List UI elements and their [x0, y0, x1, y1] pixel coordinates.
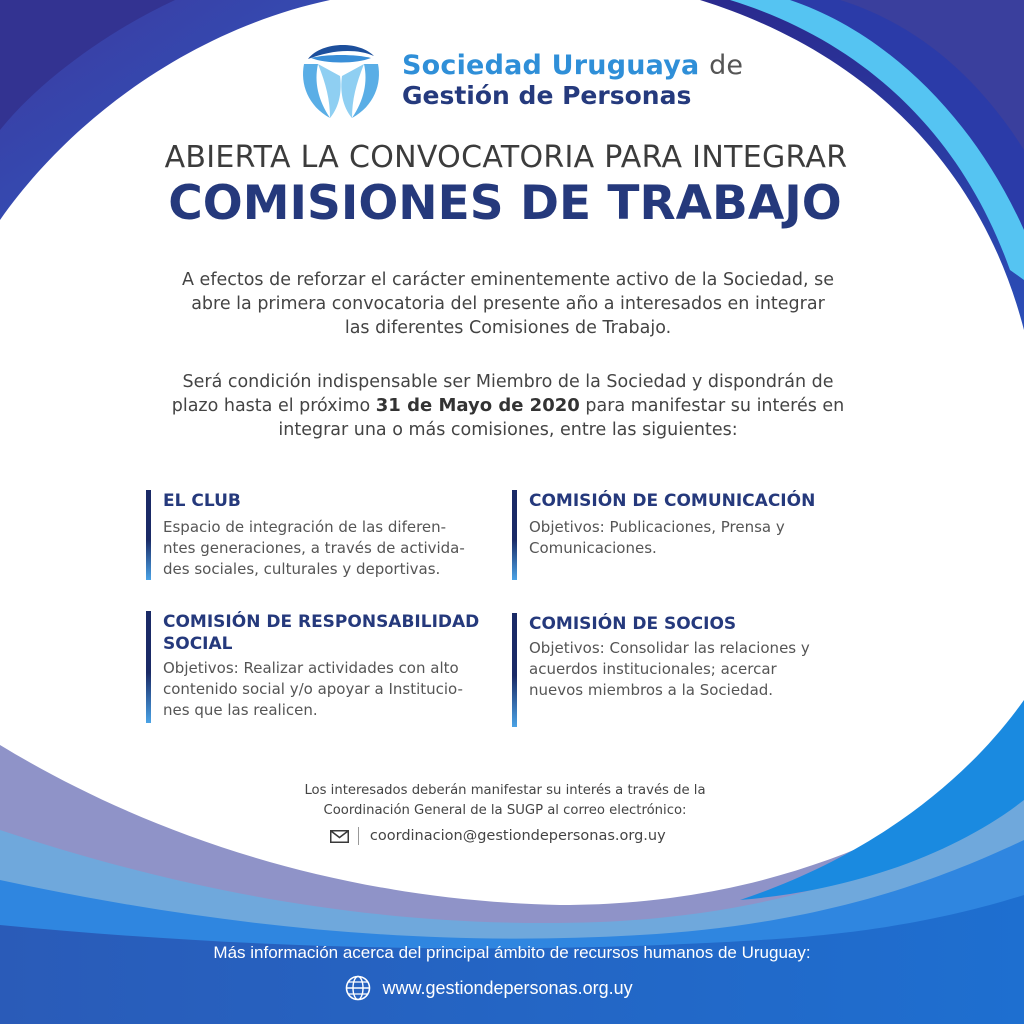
- deadline-date: 31 de Mayo de 2020: [375, 395, 580, 416]
- commission-comunicacion: COMISIÓN DE COMUNICACIÓN Objetivos: Publicaciones, Prensa y Comunicaciones.: [512, 490, 889, 580]
- condition-paragraph: Será condición indispensable ser Miembro de la Sociedad y dispondrán de plazo hasta el próximo 31 de Mayo de 2020 para manifestar su interés en integrar una o más comisiones, entre las siguientes:: [171, 372, 845, 440]
- sugp-logo-icon: [296, 34, 386, 124]
- divider: [358, 827, 359, 845]
- footer-info-text: Más información acerca del principal ámbito de recursos humanos de Uruguay:: [213, 943, 811, 962]
- website-link[interactable]: [345, 975, 633, 1003]
- brand-name-line2: Gestión de Personas: [402, 81, 692, 110]
- intro-paragraph: A efectos de reforzar el carácter eminentemente activo de la Sociedad, se abre la primera convocatoria del presente año a interesados en integrar las diferentes Comisiones de Trabajo.: [182, 270, 834, 338]
- accent-bar: [146, 490, 151, 580]
- contact-instructions: Los interesados deberán manifestar su interés a través de la Coordinación General de la SUGP al correo electrónico:: [304, 783, 706, 818]
- accent-bar: [146, 611, 151, 723]
- accent-bar: [512, 613, 517, 727]
- accent-bar: [512, 490, 517, 580]
- website-url[interactable]: www.gestiondepersonas.org.uy: [382, 977, 633, 998]
- headline-main: COMISIONES DE TRABAJO: [168, 176, 842, 231]
- commission-el-club: EL CLUB Espacio de integración de las diferen- ntes generaciones, a través de activida- des sociales, culturales y deportivas.: [146, 490, 508, 580]
- email-address-link[interactable]: coordinacion@gestiondepersonas.org.uy: [369, 828, 666, 844]
- commission-socios: COMISIÓN DE SOCIOS Objetivos: Consolidar las relaciones y acuerdos institucionales; acercar nuevos miembros a la Sociedad.: [512, 613, 889, 727]
- envelope-icon: [330, 830, 349, 843]
- globe-icon: [345, 975, 371, 1001]
- commission-responsabilidad-social: COMISIÓN DE RESPONSABILIDAD SOCIAL Objetivos: Realizar actividades con alto contenido social y/o apoyar a Institucio- nes que las realicen.: [146, 611, 533, 723]
- contact-email[interactable]: [330, 827, 666, 847]
- headline-intro: ABIERTA LA CONVOCATORIA PARA INTEGRAR: [164, 140, 848, 175]
- brand-name-line1: Sociedad Uruguaya de: [402, 50, 744, 81]
